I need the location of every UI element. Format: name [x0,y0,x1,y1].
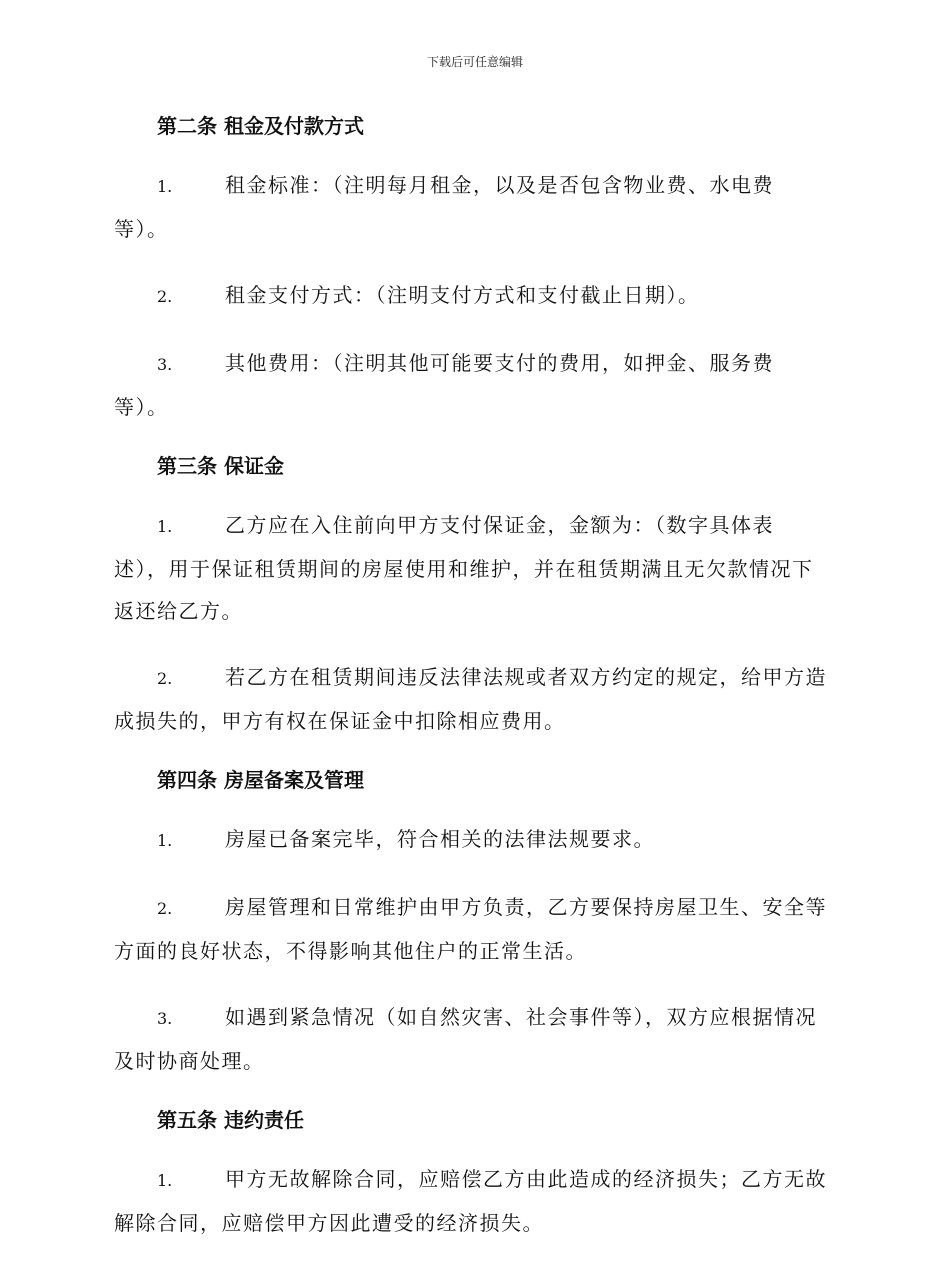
clause-item [114,886,836,972]
page-header: 下载后可任意编辑 [426,55,523,69]
clause-text: 及时协商处理。 [114,1049,265,1073]
clause-number: 3. [157,355,173,374]
section-title: 第三条 保证金 [157,454,284,478]
clause-text: 解除合同，应赔偿甲方因此遭受的经济损失。 [114,1211,544,1235]
clause-item [114,164,836,250]
clause-number: 2. [157,899,173,918]
clause-text: 甲方无故解除合同，应赔偿乙方由此造成的经济损失；乙方无故 [225,1167,827,1191]
clause-number: 2. [157,287,173,306]
clause-number: 1. [157,831,173,850]
clause-text: 如遇到紧急情况（如自然灾害、社会事件等），双方应根据情况 [225,1005,817,1029]
clause-item [114,342,836,428]
clause-text: 等）。 [114,395,169,419]
clause-text: 其他费用：（注明其他可能要支付的费用，如押金、服务费 [225,351,774,375]
clause-text: 若乙方在租赁期间违反法律法规或者双方约定的规定，给甲方造 [225,665,827,689]
clause-item [114,818,836,862]
section-title: 第五条 违约责任 [157,1108,304,1132]
section-filing-management [114,766,836,1082]
clause-text: 乙方应在入住前向甲方支付保证金，金额为：（数字具体表 [225,513,774,537]
clause-item [114,1158,836,1244]
clause-text: 述），用于保证租赁期间的房屋使用和维护，并在租赁期满且无欠款情况下 [114,557,814,581]
clause-number: 2. [157,669,173,688]
section-rent-payment [114,112,836,428]
clause-text: 房屋已备案完毕，符合相关的法律法规要求。 [225,827,655,851]
document-body [114,112,836,1268]
clause-item [114,504,836,632]
clause-item [114,996,836,1082]
section-title: 第二条 租金及付款方式 [157,114,364,138]
section-title: 第四条 房屋备案及管理 [157,768,364,792]
clause-text: 租金标准：（注明每月租金，以及是否包含物业费、水电费 [225,173,774,197]
clause-text: 等）。 [114,217,169,241]
clause-item [114,274,836,318]
clause-item [114,656,836,742]
clause-number: 1. [157,177,173,196]
clause-text: 成损失的，甲方有权在保证金中扣除相应费用。 [114,709,566,733]
clause-text: 返还给乙方。 [114,599,243,623]
clause-text: 房屋管理和日常维护由甲方负责，乙方要保持房屋卫生、安全等 [225,895,827,919]
section-deposit [114,452,836,742]
clause-text: 租金支付方式：（注明支付方式和支付截止日期）。 [225,283,700,307]
clause-number: 3. [157,1009,173,1028]
clause-number: 1. [157,1171,173,1190]
clause-number: 1. [157,517,173,536]
clause-text: 方面的良好状态，不得影响其他住户的正常生活。 [114,939,587,963]
section-breach-liability [114,1106,836,1244]
